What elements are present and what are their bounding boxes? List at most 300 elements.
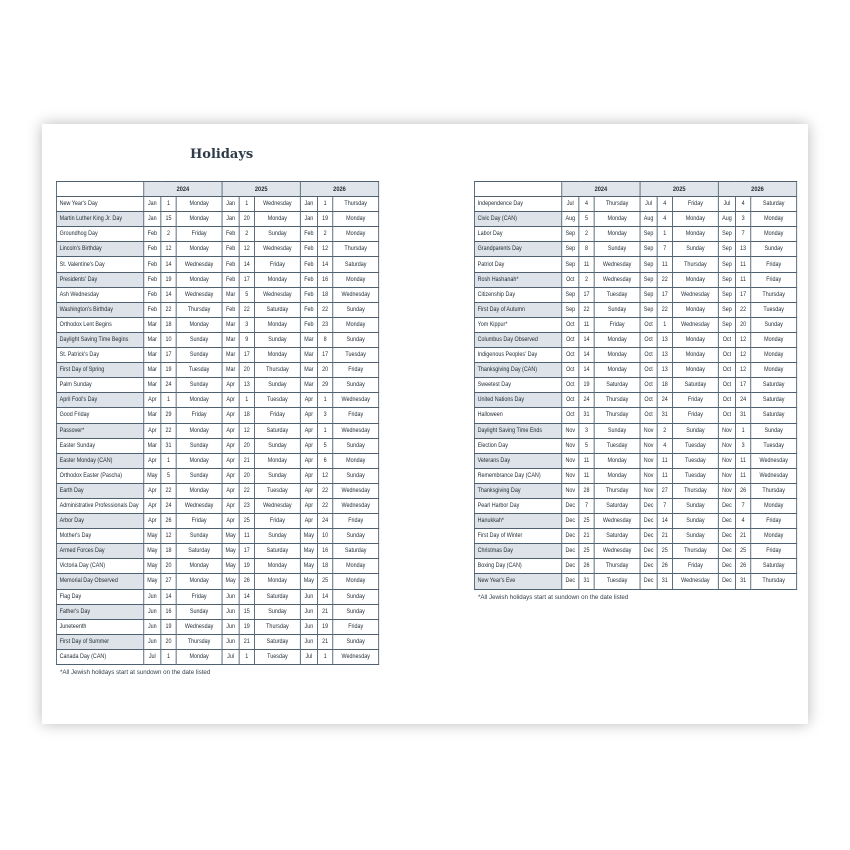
year-header-2025: 2025 — [222, 182, 300, 197]
weekday-2025-cell: Monday — [672, 227, 718, 242]
month-2025-cell: Feb — [222, 227, 239, 242]
day-2025-cell: 23 — [239, 498, 254, 513]
table-row — [56, 378, 378, 393]
day-2025-cell: 21 — [657, 529, 672, 544]
weekday-2024-cell: Wednesday — [594, 514, 640, 529]
weekday-2024-cell: Thursday — [594, 483, 640, 498]
weekday-2026-cell: Sunday — [333, 529, 379, 544]
month-2025-cell: Aug — [640, 212, 657, 227]
month-2025-cell: Dec — [640, 559, 657, 574]
weekday-2025-cell: Friday — [254, 408, 300, 423]
table-row — [474, 393, 796, 408]
month-2026-cell: Dec — [718, 498, 735, 513]
month-2024-cell: Mar — [144, 363, 161, 378]
day-2026-cell: 7 — [735, 227, 750, 242]
table-row — [56, 423, 378, 438]
table-row — [474, 257, 796, 272]
day-2025-cell: 17 — [239, 544, 254, 559]
month-2026-cell: Sep — [718, 287, 735, 302]
month-2026-cell: Sep — [718, 242, 735, 257]
day-2026-cell: 17 — [735, 378, 750, 393]
month-2026-cell: May — [300, 529, 317, 544]
day-2025-cell: 13 — [657, 348, 672, 363]
month-2025-cell: Sep — [640, 227, 657, 242]
weekday-2024-cell: Friday — [176, 589, 222, 604]
table-row — [474, 378, 796, 393]
weekday-2026-cell: Monday — [333, 272, 379, 287]
month-2025-cell: Feb — [222, 302, 239, 317]
weekday-2024-cell: Monday — [594, 332, 640, 347]
holiday-name-cell: Easter Monday (CAN) — [56, 453, 143, 468]
table-row — [474, 212, 796, 227]
day-2025-cell: 2 — [239, 227, 254, 242]
month-2024-cell: Aug — [562, 212, 579, 227]
month-2025-cell: Nov — [640, 423, 657, 438]
weekday-2026-cell: Tuesday — [333, 348, 379, 363]
weekday-2024-cell: Monday — [594, 363, 640, 378]
day-2026-cell: 17 — [735, 287, 750, 302]
weekday-2024-cell: Wednesday — [176, 287, 222, 302]
day-2024-cell: 17 — [579, 287, 594, 302]
day-2025-cell: 17 — [239, 348, 254, 363]
month-2026-cell: Apr — [300, 423, 317, 438]
holiday-name-cell: Arbor Day — [56, 514, 143, 529]
month-2025-cell: Jun — [222, 634, 239, 649]
day-2026-cell: 16 — [317, 272, 332, 287]
month-2026-cell: Nov — [718, 483, 735, 498]
weekday-2026-cell: Sunday — [333, 604, 379, 619]
day-2026-cell: 21 — [317, 604, 332, 619]
holiday-name-cell: Daylight Saving Time Ends — [474, 423, 561, 438]
day-2024-cell: 14 — [579, 348, 594, 363]
table-row — [56, 393, 378, 408]
day-2024-cell: 12 — [161, 242, 176, 257]
month-2025-cell: Mar — [222, 332, 239, 347]
day-2024-cell: 17 — [161, 348, 176, 363]
month-2026-cell: Oct — [718, 408, 735, 423]
table-row — [56, 619, 378, 634]
weekday-2025-cell: Friday — [254, 514, 300, 529]
weekday-2026-cell: Monday — [751, 529, 797, 544]
table-row — [474, 227, 796, 242]
weekday-2024-cell: Wednesday — [176, 619, 222, 634]
day-2024-cell: 14 — [161, 257, 176, 272]
month-2024-cell: May — [144, 574, 161, 589]
day-2024-cell: 24 — [579, 393, 594, 408]
month-2026-cell: May — [300, 574, 317, 589]
day-2025-cell: 9 — [239, 332, 254, 347]
day-2024-cell: 14 — [161, 589, 176, 604]
table-row — [56, 317, 378, 332]
month-2026-cell: Mar — [300, 348, 317, 363]
day-2025-cell: 1 — [239, 393, 254, 408]
day-2025-cell: 17 — [657, 287, 672, 302]
month-2025-cell: Sep — [640, 272, 657, 287]
weekday-2026-cell: Friday — [751, 514, 797, 529]
month-2025-cell: May — [222, 529, 239, 544]
weekday-2026-cell: Tuesday — [751, 438, 797, 453]
day-2024-cell: 5 — [161, 468, 176, 483]
weekday-2024-cell: Monday — [594, 468, 640, 483]
weekday-2026-cell: Saturday — [751, 393, 797, 408]
table-row — [56, 363, 378, 378]
day-2026-cell: 11 — [735, 453, 750, 468]
month-2026-cell: Dec — [718, 559, 735, 574]
day-2025-cell: 13 — [239, 378, 254, 393]
month-2026-cell: May — [300, 544, 317, 559]
day-2025-cell: 17 — [239, 272, 254, 287]
weekday-2024-cell: Wednesday — [594, 272, 640, 287]
day-2025-cell: 25 — [657, 544, 672, 559]
month-2025-cell: Feb — [222, 272, 239, 287]
month-2026-cell: Mar — [300, 332, 317, 347]
weekday-2024-cell: Saturday — [176, 544, 222, 559]
weekday-2024-cell: Monday — [176, 242, 222, 257]
holiday-name-cell: Patriot Day — [474, 257, 561, 272]
day-2025-cell: 11 — [657, 453, 672, 468]
weekday-2024-cell: Wednesday — [176, 498, 222, 513]
weekday-2024-cell: Monday — [176, 574, 222, 589]
weekday-2025-cell: Wednesday — [254, 498, 300, 513]
holiday-name-cell: Administrative Professionals Day — [56, 498, 143, 513]
table-row — [56, 529, 378, 544]
weekday-2026-cell: Monday — [751, 332, 797, 347]
table-row — [56, 302, 378, 317]
month-2024-cell: Jan — [144, 197, 161, 212]
weekday-2025-cell: Friday — [672, 559, 718, 574]
holiday-name-cell: Yom Kippur* — [474, 317, 561, 332]
holiday-name-cell: New Year's Day — [56, 197, 143, 212]
day-2024-cell: 31 — [161, 438, 176, 453]
day-2024-cell: 22 — [161, 483, 176, 498]
month-2025-cell: Sep — [640, 302, 657, 317]
day-2024-cell: 14 — [161, 287, 176, 302]
table-row — [56, 589, 378, 604]
day-2024-cell: 25 — [579, 514, 594, 529]
month-2024-cell: Nov — [562, 438, 579, 453]
day-2024-cell: 20 — [161, 559, 176, 574]
holiday-name-cell: New Year's Eve — [474, 574, 561, 589]
month-2024-cell: Jul — [144, 649, 161, 664]
weekday-2026-cell: Monday — [333, 559, 379, 574]
holiday-name-cell: Election Day — [474, 438, 561, 453]
month-2024-cell: Sep — [562, 287, 579, 302]
holiday-name-cell: First Day of Winter — [474, 529, 561, 544]
holiday-name-cell: First Day of Spring — [56, 363, 143, 378]
month-2026-cell: May — [300, 559, 317, 574]
month-2024-cell: Feb — [144, 287, 161, 302]
weekday-2025-cell: Friday — [254, 257, 300, 272]
holiday-name-cell: Veterans Day — [474, 453, 561, 468]
table-row — [56, 272, 378, 287]
table-row — [56, 257, 378, 272]
holiday-name-cell: Independence Day — [474, 197, 561, 212]
month-2025-cell: Apr — [222, 498, 239, 513]
month-2025-cell: Mar — [222, 287, 239, 302]
weekday-2024-cell: Sunday — [176, 529, 222, 544]
table-row — [474, 559, 796, 574]
month-2024-cell: May — [144, 468, 161, 483]
weekday-2025-cell: Sunday — [254, 604, 300, 619]
holiday-name-cell: Grandparents Day — [474, 242, 561, 257]
month-2025-cell: Nov — [640, 483, 657, 498]
weekday-2025-cell: Monday — [254, 574, 300, 589]
table-row — [56, 408, 378, 423]
weekday-2025-cell: Monday — [672, 363, 718, 378]
month-2024-cell: Oct — [562, 317, 579, 332]
day-2025-cell: 3 — [239, 317, 254, 332]
day-2026-cell: 29 — [317, 378, 332, 393]
month-2024-cell: Nov — [562, 468, 579, 483]
day-2024-cell: 26 — [161, 514, 176, 529]
table-row — [474, 272, 796, 287]
header-blank-cell — [56, 182, 143, 197]
weekday-2026-cell: Monday — [333, 227, 379, 242]
day-2024-cell: 18 — [161, 544, 176, 559]
day-2024-cell: 28 — [579, 483, 594, 498]
month-2025-cell: Apr — [222, 393, 239, 408]
month-2024-cell: Apr — [144, 498, 161, 513]
holiday-name-cell: United Nations Day — [474, 393, 561, 408]
table-row — [56, 332, 378, 347]
table-row — [474, 514, 796, 529]
day-2026-cell: 22 — [317, 483, 332, 498]
day-2024-cell: 19 — [161, 619, 176, 634]
month-2024-cell: May — [144, 544, 161, 559]
weekday-2026-cell: Monday — [751, 348, 797, 363]
month-2025-cell: Oct — [640, 332, 657, 347]
day-2026-cell: 7 — [735, 498, 750, 513]
day-2026-cell: 8 — [317, 332, 332, 347]
weekday-2024-cell: Thursday — [594, 559, 640, 574]
weekday-2026-cell: Sunday — [751, 242, 797, 257]
weekday-2026-cell: Sunday — [751, 423, 797, 438]
weekday-2024-cell: Sunday — [176, 468, 222, 483]
holiday-name-cell: April Fool's Day — [56, 393, 143, 408]
day-2024-cell: 29 — [161, 408, 176, 423]
holiday-name-cell: Easter Sunday — [56, 438, 143, 453]
table-row — [56, 574, 378, 589]
day-2025-cell: 1 — [239, 649, 254, 664]
weekday-2025-cell: Saturday — [254, 589, 300, 604]
day-2025-cell: 12 — [239, 423, 254, 438]
table-row — [56, 197, 378, 212]
weekday-2024-cell: Sunday — [176, 604, 222, 619]
month-2025-cell: Jul — [222, 649, 239, 664]
weekday-2024-cell: Friday — [176, 227, 222, 242]
day-2024-cell: 22 — [579, 302, 594, 317]
day-2025-cell: 1 — [657, 317, 672, 332]
weekday-2024-cell: Sunday — [176, 332, 222, 347]
holiday-name-cell: Father's Day — [56, 604, 143, 619]
weekday-2026-cell: Monday — [333, 317, 379, 332]
weekday-2025-cell: Monday — [254, 453, 300, 468]
day-2024-cell: 22 — [161, 302, 176, 317]
month-2025-cell: Dec — [640, 529, 657, 544]
month-2024-cell: Sep — [562, 242, 579, 257]
day-2024-cell: 8 — [579, 242, 594, 257]
month-2024-cell: Apr — [144, 453, 161, 468]
day-2026-cell: 1 — [317, 649, 332, 664]
weekday-2025-cell: Tuesday — [672, 453, 718, 468]
day-2026-cell: 25 — [735, 544, 750, 559]
weekday-2024-cell: Monday — [176, 453, 222, 468]
weekday-2025-cell: Sunday — [672, 242, 718, 257]
day-2026-cell: 24 — [735, 393, 750, 408]
month-2025-cell: Mar — [222, 348, 239, 363]
month-2025-cell: Sep — [640, 242, 657, 257]
month-2026-cell: Apr — [300, 408, 317, 423]
month-2025-cell: Jun — [222, 604, 239, 619]
day-2024-cell: 11 — [579, 453, 594, 468]
table-row — [474, 317, 796, 332]
month-2025-cell: Apr — [222, 378, 239, 393]
weekday-2025-cell: Thursday — [254, 619, 300, 634]
day-2026-cell: 31 — [735, 408, 750, 423]
month-2026-cell: Feb — [300, 257, 317, 272]
day-2026-cell: 22 — [735, 302, 750, 317]
day-2025-cell: 14 — [657, 514, 672, 529]
table-row — [474, 483, 796, 498]
day-2025-cell: 4 — [657, 438, 672, 453]
month-2024-cell: Oct — [562, 272, 579, 287]
weekday-2025-cell: Sunday — [672, 498, 718, 513]
weekday-2025-cell: Saturday — [254, 423, 300, 438]
weekday-2024-cell: Tuesday — [594, 287, 640, 302]
day-2024-cell: 31 — [579, 574, 594, 589]
weekday-2026-cell: Monday — [751, 212, 797, 227]
weekday-2024-cell: Monday — [176, 423, 222, 438]
month-2025-cell: Apr — [222, 408, 239, 423]
day-2026-cell: 24 — [317, 514, 332, 529]
month-2025-cell: Apr — [222, 483, 239, 498]
holiday-name-cell: Ash Wednesday — [56, 287, 143, 302]
day-2025-cell: 1 — [239, 197, 254, 212]
weekday-2024-cell: Sunday — [176, 348, 222, 363]
table-row — [474, 348, 796, 363]
day-2026-cell: 1 — [317, 197, 332, 212]
month-2025-cell: Oct — [640, 378, 657, 393]
holiday-name-cell: Indigenous Peoples' Day — [474, 348, 561, 363]
month-2026-cell: Oct — [718, 348, 735, 363]
month-2026-cell: Jan — [300, 197, 317, 212]
day-2025-cell: 22 — [657, 302, 672, 317]
weekday-2026-cell: Sunday — [333, 634, 379, 649]
holiday-name-cell: Groundhog Day — [56, 227, 143, 242]
year-header-2024: 2024 — [144, 182, 222, 197]
weekday-2024-cell: Thursday — [176, 634, 222, 649]
table-row — [474, 468, 796, 483]
month-2025-cell: Oct — [640, 363, 657, 378]
day-2026-cell: 12 — [317, 468, 332, 483]
day-2026-cell: 22 — [317, 302, 332, 317]
day-2025-cell: 24 — [657, 393, 672, 408]
weekday-2026-cell: Sunday — [333, 438, 379, 453]
day-2024-cell: 19 — [161, 272, 176, 287]
month-2025-cell: Jan — [222, 212, 239, 227]
weekday-2026-cell: Monday — [333, 212, 379, 227]
month-2024-cell: Feb — [144, 302, 161, 317]
weekday-2025-cell: Wednesday — [254, 287, 300, 302]
weekday-2025-cell: Wednesday — [672, 317, 718, 332]
table-row — [474, 302, 796, 317]
weekday-2025-cell: Sunday — [254, 438, 300, 453]
weekday-2025-cell: Sunday — [672, 514, 718, 529]
day-2026-cell: 3 — [735, 438, 750, 453]
holiday-name-cell: First Day of Summer — [56, 634, 143, 649]
day-2024-cell: 11 — [579, 468, 594, 483]
day-2024-cell: 19 — [161, 363, 176, 378]
month-2024-cell: Nov — [562, 453, 579, 468]
month-2025-cell: Dec — [640, 574, 657, 589]
month-2025-cell: Oct — [640, 408, 657, 423]
month-2025-cell: Jun — [222, 619, 239, 634]
holiday-name-cell: Remembrance Day (CAN) — [474, 468, 561, 483]
day-2025-cell: 7 — [657, 242, 672, 257]
weekday-2024-cell: Monday — [176, 649, 222, 664]
day-2025-cell: 5 — [239, 287, 254, 302]
holiday-name-cell: Pearl Harbor Day — [474, 498, 561, 513]
month-2025-cell: Jul — [640, 197, 657, 212]
day-2026-cell: 20 — [317, 363, 332, 378]
day-2024-cell: 12 — [161, 529, 176, 544]
day-2026-cell: 5 — [317, 438, 332, 453]
weekday-2024-cell: Sunday — [594, 302, 640, 317]
weekday-2026-cell: Thursday — [751, 574, 797, 589]
weekday-2025-cell: Saturday — [254, 302, 300, 317]
day-2025-cell: 20 — [239, 363, 254, 378]
month-2026-cell: Apr — [300, 498, 317, 513]
header-blank-cell — [474, 182, 561, 197]
weekday-2024-cell: Monday — [176, 212, 222, 227]
month-2026-cell: Apr — [300, 514, 317, 529]
month-2024-cell: Jun — [144, 634, 161, 649]
month-2025-cell: Apr — [222, 438, 239, 453]
day-2025-cell: 31 — [657, 574, 672, 589]
page-title: Holidays — [190, 147, 254, 162]
day-2026-cell: 20 — [735, 317, 750, 332]
day-2026-cell: 21 — [317, 634, 332, 649]
day-2025-cell: 26 — [239, 574, 254, 589]
month-2026-cell: Dec — [718, 544, 735, 559]
month-2024-cell: Sep — [562, 302, 579, 317]
weekday-2025-cell: Monday — [672, 272, 718, 287]
day-2024-cell: 3 — [579, 423, 594, 438]
weekday-2025-cell: Friday — [672, 408, 718, 423]
holiday-name-cell: Earth Day — [56, 483, 143, 498]
holiday-name-cell: Orthodox Easter (Pascha) — [56, 468, 143, 483]
day-2025-cell: 22 — [239, 483, 254, 498]
weekday-2025-cell: Sunday — [254, 332, 300, 347]
month-2024-cell: Apr — [144, 393, 161, 408]
day-2026-cell: 16 — [317, 544, 332, 559]
month-2026-cell: Apr — [300, 438, 317, 453]
weekday-2025-cell: Wednesday — [254, 197, 300, 212]
month-2024-cell: Nov — [562, 423, 579, 438]
month-2026-cell: Jun — [300, 589, 317, 604]
weekday-2026-cell: Thursday — [333, 242, 379, 257]
weekday-2025-cell: Monday — [254, 272, 300, 287]
month-2025-cell: Oct — [640, 393, 657, 408]
weekday-2025-cell: Tuesday — [254, 649, 300, 664]
weekday-2024-cell: Monday — [594, 453, 640, 468]
day-2024-cell: 1 — [161, 393, 176, 408]
weekday-2024-cell: Sunday — [594, 242, 640, 257]
day-2025-cell: 31 — [657, 408, 672, 423]
day-2024-cell: 11 — [579, 257, 594, 272]
month-2024-cell: May — [144, 559, 161, 574]
month-2026-cell: Feb — [300, 302, 317, 317]
